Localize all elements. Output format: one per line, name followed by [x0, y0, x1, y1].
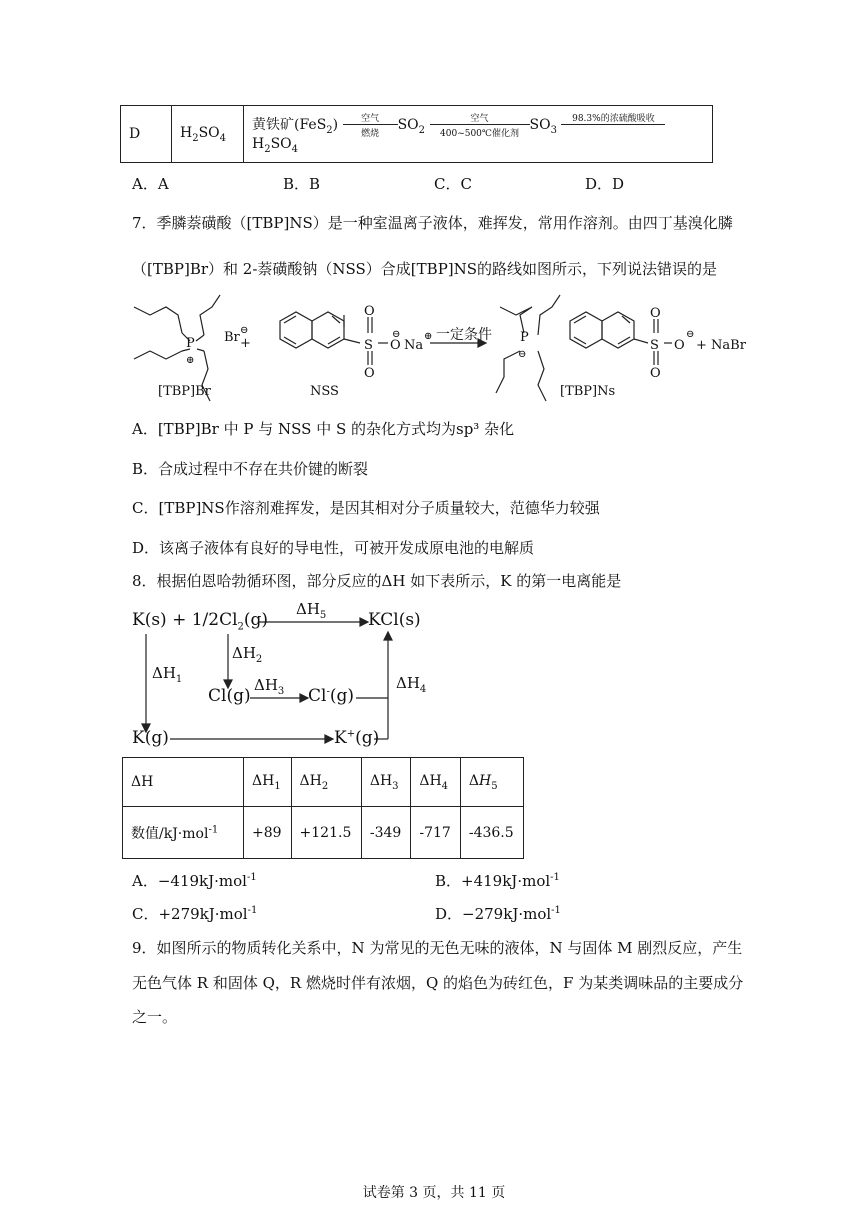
tbpbr-label: [TBP]Br [158, 384, 211, 399]
label-dh5: $\Delta H_5$ [296, 600, 327, 621]
butyl-chain [134, 351, 182, 359]
oxygen-label: O [674, 338, 685, 353]
q6-arrow2 [430, 124, 530, 125]
table-header-cell: $\Delta H_1$ [244, 758, 292, 807]
q8-enthalpy-table [122, 757, 524, 859]
cycle-start: $K(s) + 1/2Cl_2(g)$ [132, 610, 269, 633]
phosphorus-label: P [520, 330, 529, 345]
q9-stem-line1: 9．如图所示的物质转化关系中，N 为常见的无色无味的液体，N 与固体 M 剧烈反应，产生 [132, 939, 743, 957]
reaction-condition: 一定条件 [436, 327, 492, 343]
cation-charge: ⊖ [518, 349, 527, 360]
q6-option-b[interactable]: B．B [283, 175, 321, 193]
oxygen-label: O [650, 306, 661, 321]
table-header-cell: $\Delta H_4$ [411, 758, 461, 807]
label-dh2: $\Delta H_2$ [232, 644, 263, 665]
q6-option-c[interactable]: C．C [434, 175, 472, 193]
born-haber-cycle [120, 600, 450, 750]
table-cell: +89 [244, 807, 292, 859]
q6-so2: $SO_2$ [397, 116, 426, 136]
naphthalene-ring [602, 312, 634, 348]
q7-option-c[interactable]: C．[TBP]NS作溶剂难挥发，是因其相对分子质量较大，范德华力较强 [132, 499, 600, 517]
naphthalene-ring [570, 312, 602, 348]
oxygen-label: O [650, 366, 661, 381]
q8-stem: 8．根据伯恩哈勃循环图，部分反应的ΔH 如下表所示，K 的第一电离能是 [132, 572, 622, 590]
page-footer: 试卷第 3 页，共 11 页 [362, 1185, 506, 1201]
butyl-chain [200, 295, 220, 335]
q6-start: 黄铁矿 [252, 116, 294, 133]
q6-so3: $SO_3$ [529, 116, 557, 136]
q6-arrow2-bottom: 400~500℃催化剂 [440, 129, 519, 140]
q6-row-label: D [121, 106, 172, 163]
oxygen-label: O [364, 304, 375, 319]
q7-stem-line2: （[TBP]Br）和 2-萘磺酸钠（NSS）合成[TBP]NS的路线如图所示，下列说法错误的是 [132, 260, 718, 278]
table-cell: +121.5 [291, 807, 361, 859]
oxygen-label: O [390, 338, 401, 353]
q8-option-c[interactable]: C．+279kJ·mol$^{-1}$ [132, 905, 258, 923]
q6-option-d[interactable]: D．D [585, 175, 625, 193]
cation-charge: ⊕ [186, 355, 195, 366]
table-header-cell: $\Delta H_3$ [361, 758, 411, 807]
cycle-cl-minus: Cl-(g) [308, 686, 354, 706]
q8-option-d[interactable]: D．−279kJ·mol$^{-1}$ [435, 905, 561, 923]
table-cell: -717 [411, 807, 461, 859]
sulfur-label: S [650, 338, 659, 353]
q6-arrow3 [561, 124, 665, 125]
oxygen-label: O [364, 366, 375, 381]
q8-option-b[interactable]: B．+419kJ·mol$^{-1}$ [435, 872, 560, 890]
naphthalene-ring [280, 312, 312, 348]
byproduct-label: + NaBr [696, 338, 746, 353]
q7-option-a[interactable]: A．[TBP]Br 中 P 与 NSS 中 S 的杂化方式均为sp³ 杂化 [132, 420, 515, 438]
q6-route [244, 106, 713, 163]
tbpns-label: [TBP]Ns [560, 384, 616, 399]
q7-option-b[interactable]: B．合成过程中不存在共价键的断裂 [132, 460, 369, 478]
table-cell: -349 [361, 807, 411, 859]
cycle-cl-g: Cl(g) [208, 686, 251, 706]
cycle-k-plus: K+(g) [334, 728, 380, 748]
anion-charge: ⊖ [240, 325, 249, 336]
table-cell: -436.5 [460, 807, 523, 859]
q6-arrow2-top: 空气 [470, 114, 489, 125]
sodium-label: Na [404, 338, 424, 353]
q6-option-a[interactable]: A．A [132, 175, 169, 193]
sulfur-label: S [364, 338, 373, 353]
cycle-kcl: KCl(s) [368, 610, 421, 630]
q9-stem-line2: 无色气体 R 和固体 Q，R 燃烧时伴有浓烟，Q 的焰色为砖红色，F 为某类调味品的主要成分 [132, 974, 744, 992]
label-dh4: $\Delta H_4$ [396, 674, 427, 695]
q6-end: $H_2SO_4$ [252, 135, 299, 155]
table-header-cell: $\Delta H_5$ [460, 758, 523, 807]
label-dh1: $\Delta H_1$ [152, 664, 183, 685]
q6-fes2: (FeS$_2$) [294, 116, 339, 136]
naphthalene-ring [312, 312, 344, 348]
q6-arrow1-bottom: 燃烧 [361, 129, 380, 140]
cycle-k-g: K(g) [132, 728, 169, 748]
q7-reaction-scheme [120, 285, 760, 405]
q6-arrow1-top: 空气 [361, 114, 380, 125]
table-row [123, 807, 524, 859]
q6-arrow3-top: 98.3%的浓硫酸吸收 [572, 114, 655, 125]
butyl-chain [134, 307, 182, 333]
label-dh3: $\Delta H_3$ [254, 676, 285, 697]
table-cell: 数值/kJ·mol$^{-1}$ [123, 807, 244, 859]
butyl-chain [496, 351, 520, 393]
q7-stem-line1: 7．季膦萘磺酸（[TBP]NS）是一种室温离子液体，难挥发，常用作溶剂。由四丁基溴化膦 [132, 214, 733, 232]
anion-charge: ⊖ [392, 329, 401, 340]
q6-substance: $H_2SO_4$ [172, 106, 244, 163]
butyl-chain [538, 351, 546, 401]
phosphorus-label: P [186, 336, 195, 351]
q6-arrow1 [343, 124, 398, 125]
q9-stem-line3: 之一。 [132, 1008, 178, 1026]
q8-option-a[interactable]: A．−419kJ·mol$^{-1}$ [132, 872, 257, 890]
q6-table [120, 105, 713, 163]
cation-charge: ⊕ [424, 331, 433, 342]
table-header-row [123, 758, 524, 807]
plus-sign: + [240, 336, 251, 351]
anion-charge: ⊖ [686, 329, 695, 340]
butyl-chain [538, 295, 560, 335]
bromide-label: Br [224, 330, 240, 345]
table-header-cell: ΔH [123, 758, 244, 807]
q7-option-d[interactable]: D．该离子液体有良好的导电性，可被开发成原电池的电解质 [132, 539, 535, 557]
table-header-cell: $\Delta H_2$ [291, 758, 361, 807]
nss-label: NSS [310, 384, 339, 399]
